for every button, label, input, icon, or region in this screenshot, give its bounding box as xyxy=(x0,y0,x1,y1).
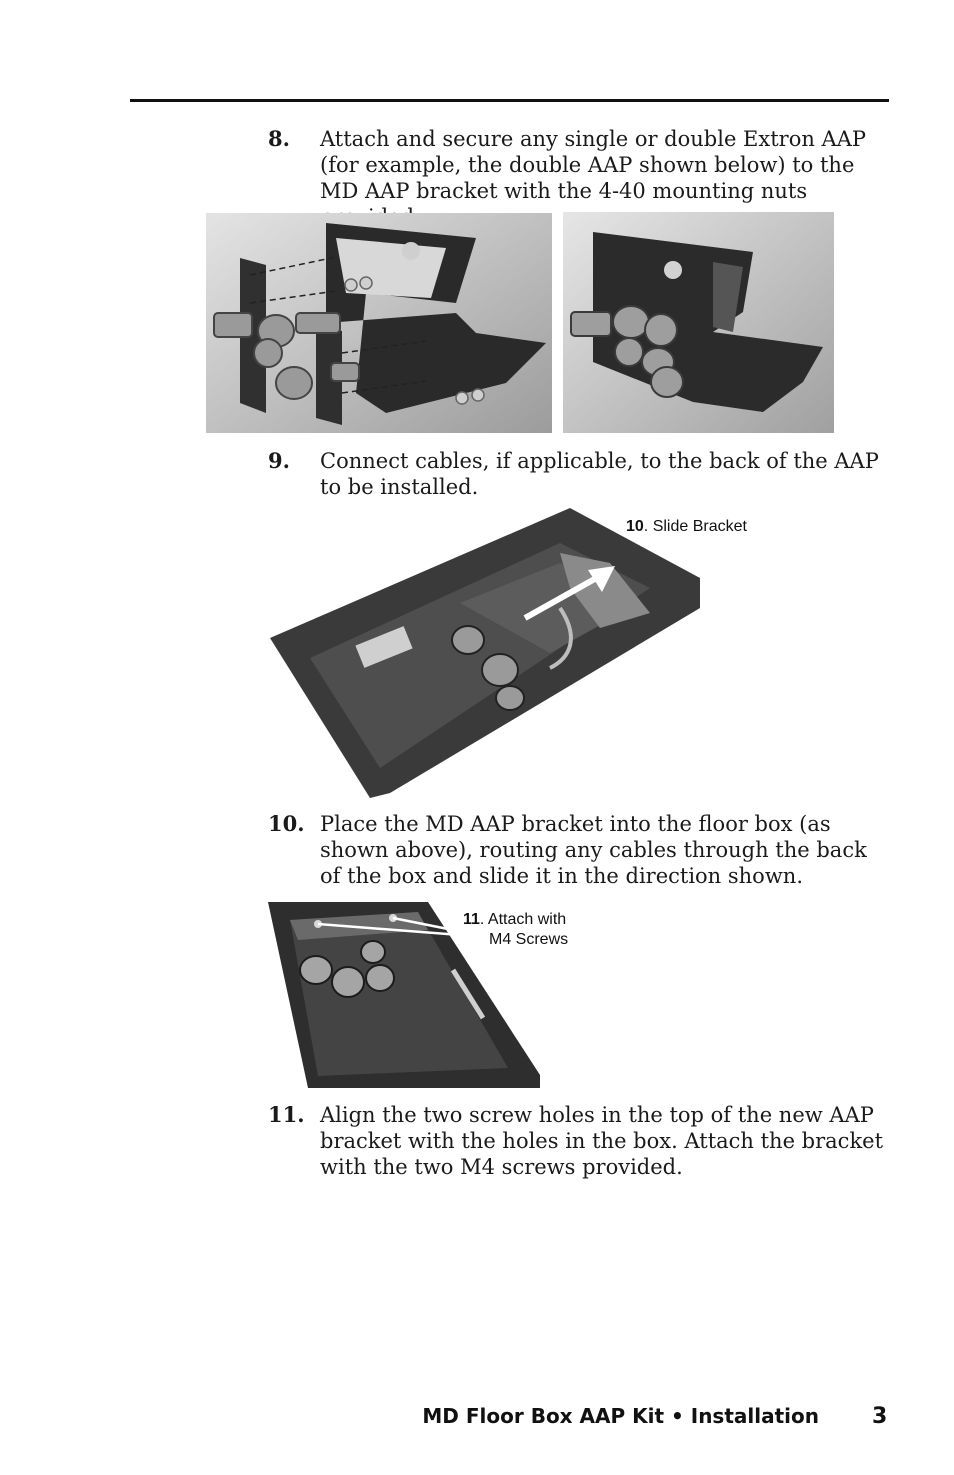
step-number: 10. xyxy=(268,811,305,836)
callout-number: 10 xyxy=(626,518,644,535)
footer-title: MD Floor Box AAP Kit • Installation xyxy=(422,1404,819,1428)
step-number: 8. xyxy=(268,126,290,151)
photo-assembled-bracket xyxy=(563,212,834,433)
callout-attach-screws xyxy=(463,910,568,950)
page-number: 3 xyxy=(872,1404,888,1429)
callout-text-line2: M4 Screws xyxy=(489,931,569,948)
step-number: 9. xyxy=(268,448,290,473)
step-text: Connect cables, if applicable, to the back of the AAP to be installed. xyxy=(320,449,879,499)
callout-slide-bracket xyxy=(626,517,747,537)
header-rule xyxy=(130,99,889,102)
step-text: Align the two screw holes in the top of the new AAP bracket with the holes in the box. Attach the bracket with the two M4 screws provided. xyxy=(320,1103,884,1179)
step-text: Place the MD AAP bracket into the floor box (as shown above), routing any cables through the back of the box and slide it in the direction shown. xyxy=(320,812,867,888)
step-text: Attach and secure any single or double Extron AAP (for example, the double AAP shown below) to the MD AAP bracket with the 4-40 mounting nuts xyxy=(320,127,866,203)
callout-text: . Slide Bracket xyxy=(643,518,747,535)
photo-floor-box-slide xyxy=(270,508,720,798)
callout-text: . Attach with xyxy=(479,911,567,928)
step-number: 11. xyxy=(268,1102,305,1127)
photo-exploded-bracket xyxy=(206,213,552,433)
callout-number: 11 xyxy=(463,911,480,928)
